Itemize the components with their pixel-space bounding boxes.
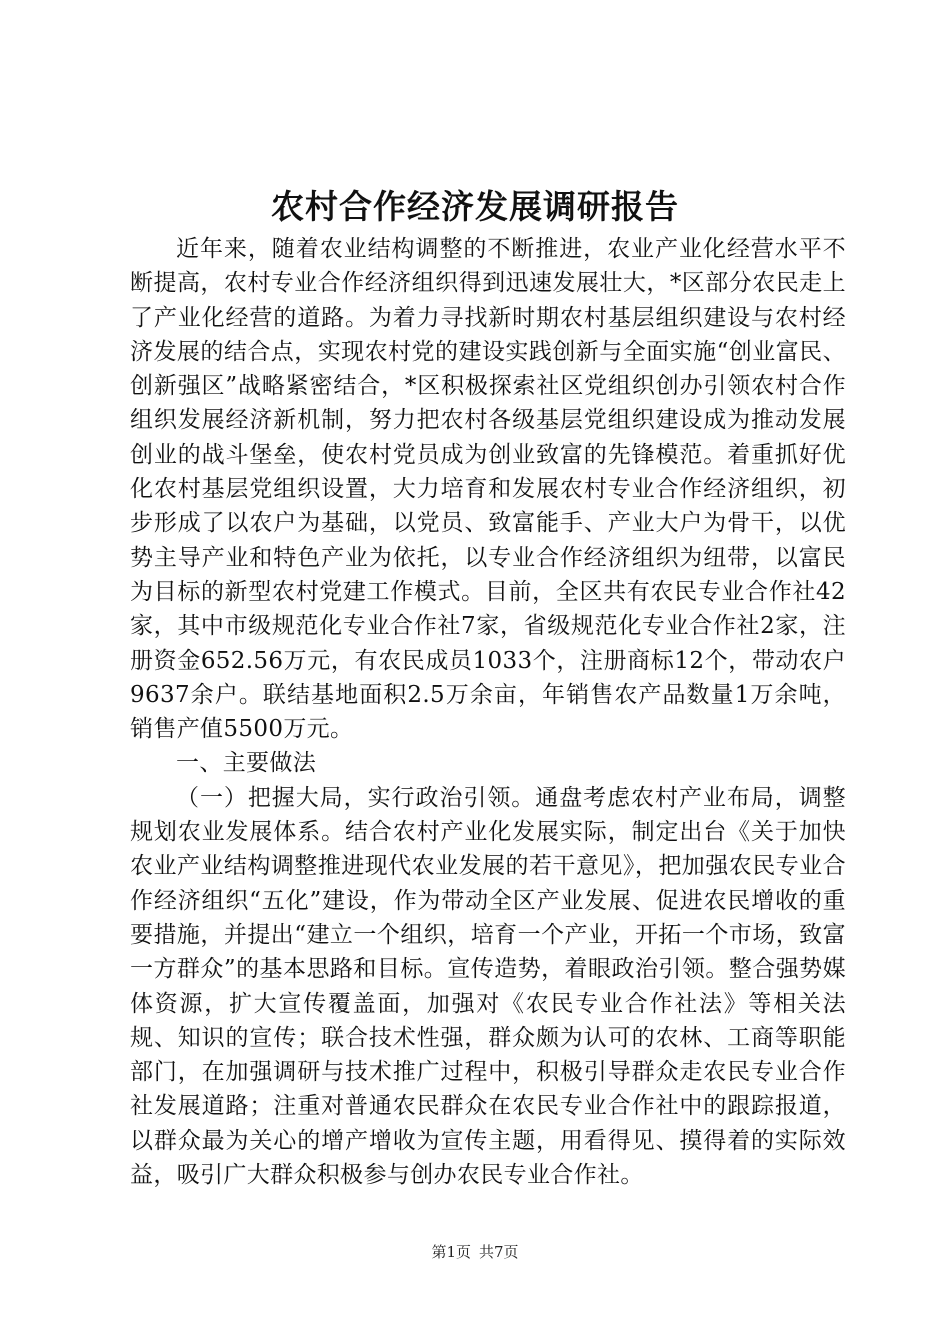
document-body [130, 232, 846, 1192]
section-paragraph: （一）把握大局，实行政治引领。通盘考虑农村产业布局，调整规划农业发展体系。结合农村产业化发展实际，制定出台《关于加快农业产业结构调整推进现代农业发展的若干意见》，把加强农民专业合作经济组织“五化”建设，作为带动全区产业发展、促进农民增收的重要措施，并提出“建立一个组织，培育一个产业，开拓一个市场，致富一方群众”的基本思路和目标。宣传造势，着眼政治引领。整合强势媒体资源，扩大宣传覆盖面，加强对《农民专业合作社法》等相关法规、知识的宣传；联合技术性强，群众颇为认可的农林、工商等职能部门，在加强调研与技术推广过程中，积极引导群众走农民专业合作社发展道路；注重对普通农民群众在农民专业合作社中的跟踪报道，以群众最为关心的增产增收为宣传主题，用看得见、摸得着的实际效益，吸引广大群众积极参与创办农民专业合作社。 [130, 784, 846, 1189]
intro-paragraph: 近年来，随着农业结构调整的不断推进，农业产业化经营水平不断提高，农村专业合作经济组织得到迅速发展壮大，*区部分农民走上了产业化经营的道路。为着力寻找新时期农村基层组织建设与农村经济发展的结合点，实现农村党的建设实践创新与全面实施“创业富民、创新强区”战略紧密结合，*区积极探索社区党组织创办引领农村合作组织发展经济新机制，努力把农村各级基层党组织建设成为推动发展创业的战斗堡垒，使农村党员成为创业致富的先锋模范。着重抓好优化农村基层党组织设置，大力培育和发展农村专业合作经济组织，初步形成了以农户为基础，以党员、致富能手、产业大户为骨干，以优势主导产业和特色产业为依托，以专业合作经济组织为纽带，以富民为目标的新型农村党建工作模式。目前，全区共有农民专业合作社42家，其中市级规范化专业合作社7家，省级规范化专业合作社2家，注册资金652.56万元，有农民成员1033个，注册商标12个，带动农户9637余户。联结基地面积2.5万余亩，年销售农产品数量1万余吨，销售产值5500万元。 [130, 236, 846, 743]
page-footer [0, 1241, 950, 1263]
page-number: 第1页 [431, 1243, 471, 1261]
page-total: 共7页 [479, 1243, 519, 1261]
document-title: 农村合作经济发展调研报告 [271, 187, 679, 226]
section-heading: 一、主要做法 [176, 750, 317, 777]
